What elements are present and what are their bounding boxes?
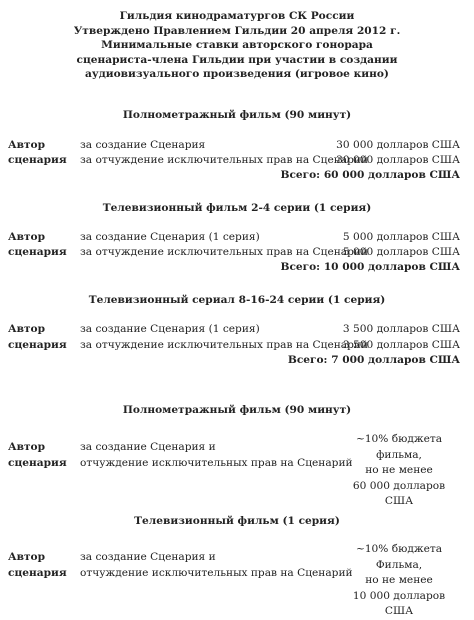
total	[280, 168, 460, 182]
rate-description: за создание Сценария и	[80, 441, 216, 453]
rate-description: за отчуждение исключительных прав на Сценарий	[80, 154, 369, 166]
total-amount: 7 000 долларов США	[331, 354, 460, 366]
rate-row	[0, 322, 474, 338]
author-label: Автор	[8, 231, 46, 243]
total-amount: 60 000 долларов США	[323, 169, 460, 181]
author-label: Автор	[8, 139, 46, 151]
rate-amount: 5 000 долларов США	[342, 246, 460, 258]
rate-amount-percent: ~10% бюджета фильма,	[355, 433, 443, 461]
rate-amount-minimum: 10 000 долларов США	[352, 589, 446, 617]
rate-description: за создание Сценария (1 серия)	[80, 231, 260, 243]
rate-description: за отчуждение исключительных прав на Сценарий	[80, 339, 369, 351]
total	[288, 353, 460, 367]
rate-row	[0, 153, 474, 169]
section-title-feature-film: Полнометражный фильм (90 минут)	[122, 109, 352, 121]
section-title-tv-film-percent: Телевизионный фильм (1 серия)	[134, 515, 340, 527]
total-label: Всего:	[280, 169, 321, 181]
rate-amount: 30 000 долларов США	[336, 154, 460, 166]
rates-title-line1: Минимальные ставки авторского гонорара	[101, 39, 373, 52]
rate-row	[0, 138, 474, 154]
guild-name: Гильдия кинодраматургов СК России	[119, 10, 355, 22]
rate-row	[0, 338, 474, 354]
rate-amount-block	[338, 542, 460, 620]
section-title-tv-series: Телевизионный сериал 8-16-24 серии (1 серия)	[88, 294, 386, 306]
rate-description: отчуждение исключительных прав на Сценарий	[80, 567, 353, 579]
rate-amount-minimum-label: но не менее	[365, 574, 433, 586]
section-title-feature-film-percent: Полнометражный фильм (90 минут)	[122, 404, 352, 416]
total-label: Всего:	[280, 261, 321, 273]
author-label: сценария	[8, 457, 67, 469]
rate-amount-percent: ~10% бюджета Фильма,	[355, 543, 443, 571]
author-label: Автор	[8, 441, 46, 453]
rate-description: отчуждение исключительных прав на Сценарий	[80, 457, 353, 469]
total-row	[0, 168, 474, 184]
rates-title-line3: аудиовизуального произведения (игровое кино)	[85, 68, 389, 81]
author-label: сценария	[8, 154, 67, 166]
author-label: сценария	[8, 567, 67, 579]
rate-row	[0, 245, 474, 261]
author-label: сценария	[8, 339, 67, 351]
author-label: Автор	[8, 551, 46, 563]
rate-amount: 3 500 долларов США	[342, 339, 460, 351]
approval-line: Утверждено Правлением Гильдии 20 апреля 2012 г.	[73, 24, 401, 37]
total-amount: 10 000 долларов США	[323, 261, 460, 273]
author-label: Автор	[8, 323, 46, 335]
rate-amount-block	[338, 432, 460, 510]
total-label: Всего:	[287, 354, 328, 366]
rate-amount-minimum-label: но не менее	[365, 464, 433, 476]
rate-description: за отчуждение исключительных прав на Сценарий	[80, 246, 369, 258]
rate-amount: 3 500 долларов США	[342, 323, 460, 335]
document-header	[0, 0, 474, 82]
author-label: сценария	[8, 246, 67, 258]
rate-amount: 5 000 долларов США	[342, 231, 460, 243]
total-row	[0, 353, 474, 369]
total-row	[0, 260, 474, 276]
total	[280, 260, 460, 274]
rate-description: за создание Сценария и	[80, 551, 216, 563]
rate-amount: 30 000 долларов США	[336, 139, 460, 151]
rates-title-line2: сценариста-члена Гильдии при участии в создании	[76, 53, 398, 66]
rate-amount-minimum: 60 000 долларов США	[352, 479, 446, 507]
rate-description: за создание Сценария	[80, 139, 206, 151]
section-title-tv-film-2-4: Телевизионный фильм 2-4 серии (1 серия)	[102, 202, 372, 214]
rate-row	[0, 230, 474, 246]
rate-description: за создание Сценария (1 серия)	[80, 323, 260, 335]
